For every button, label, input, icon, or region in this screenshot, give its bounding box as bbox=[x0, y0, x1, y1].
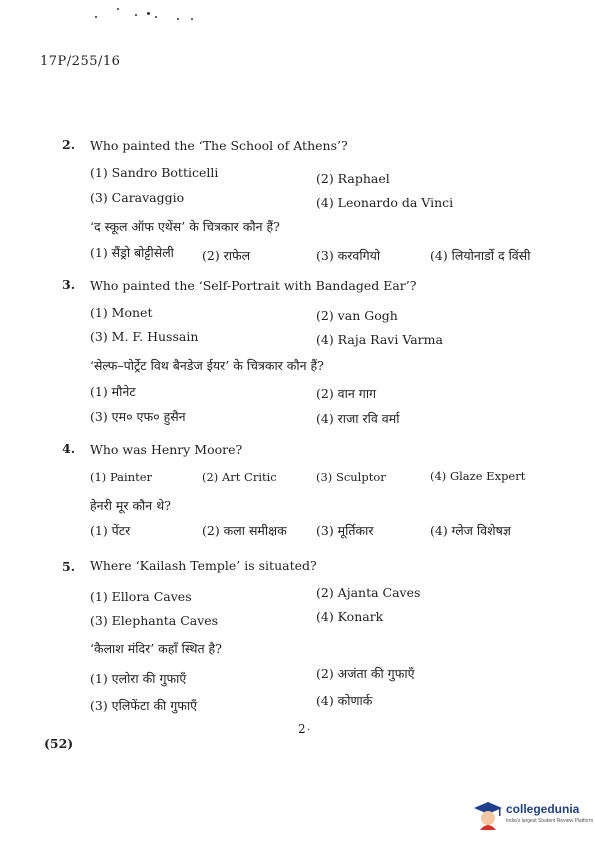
hindi-option-1: (1) एलोरा की गुफाएँ bbox=[90, 671, 187, 686]
option-2: (2) Raphael bbox=[316, 171, 390, 186]
scan-dot: . bbox=[307, 722, 311, 733]
hindi-option-2: (2) वान गाग bbox=[316, 386, 377, 401]
graduate-icon bbox=[472, 800, 504, 830]
option-1: (1) Monet bbox=[90, 305, 153, 320]
logo-name: collegedunia bbox=[506, 802, 580, 816]
hindi-option-4: (4) लियोनार्डो द विंसी bbox=[430, 248, 531, 263]
option-1: (1) Painter bbox=[90, 470, 153, 484]
option-4: (4) Glaze Expert bbox=[430, 469, 526, 483]
hindi-option-4: (4) कोणार्क bbox=[316, 693, 373, 708]
question-text: Who painted the ‘Self-Portrait with Bandaged Ear’? bbox=[90, 278, 417, 293]
option-3: (3) Sculptor bbox=[316, 470, 386, 484]
option-4: (4) Raja Ravi Varma bbox=[316, 332, 443, 347]
hindi-option-1: (1) मौनेट bbox=[90, 384, 136, 399]
hindi-option-3: (3) एलिफेंटा की गुफाएँ bbox=[90, 698, 198, 713]
option-3: (3) Caravaggio bbox=[90, 190, 185, 205]
hindi-option-3: (3) मूर्तिकार bbox=[316, 523, 374, 538]
hindi-option-3: (3) करवगियो bbox=[316, 248, 381, 263]
hindi-question-text: ‘सेल्फ–पोर्ट्रेट विथ बैनडेज ईयर’ के चित्रकार कौन हैं? bbox=[90, 358, 324, 373]
option-3: (3) M. F. Hussain bbox=[90, 329, 199, 344]
question-number: 2. bbox=[62, 137, 76, 152]
page-number: 2 bbox=[298, 722, 306, 736]
question-number: 5. bbox=[62, 559, 76, 574]
question-text: Where ‘Kailash Temple’ is situated? bbox=[90, 558, 317, 573]
hindi-option-4: (4) ग्लेज विशेषज्ञ bbox=[430, 523, 511, 538]
hindi-option-2: (2) अजंता की गुफाएँ bbox=[316, 666, 415, 681]
option-4: (4) Konark bbox=[316, 609, 384, 624]
option-4: (4) Leonardo da Vinci bbox=[316, 195, 454, 210]
hindi-question-text: ‘कैलाश मंदिर’ कहाँ स्थित है? bbox=[90, 641, 222, 656]
hindi-option-2: (2) राफेल bbox=[202, 248, 251, 263]
option-1: (1) Ellora Caves bbox=[90, 589, 192, 604]
question-number: 3. bbox=[62, 277, 76, 292]
option-1: (1) Sandro Botticelli bbox=[90, 165, 219, 180]
hindi-question-text: ‘द स्कूल ऑफ एथेंस’ के चित्रकार कौन हैं? bbox=[90, 219, 280, 234]
paper-code: 17P/255/16 bbox=[40, 54, 121, 69]
question-number: 4. bbox=[62, 441, 76, 456]
question-text: Who painted the ‘The School of Athens’? bbox=[90, 138, 348, 153]
hindi-option-4: (4) राजा रवि वर्मा bbox=[316, 411, 400, 426]
hindi-question-text: हेनरी मूर कौन थे? bbox=[90, 498, 171, 513]
scan-specks bbox=[95, 2, 205, 24]
hindi-option-1: (1) सैंड्रो बोट्टीसेली bbox=[90, 245, 174, 260]
hindi-option-1: (1) पेंटर bbox=[90, 523, 131, 538]
hindi-option-2: (2) कला समीक्षक bbox=[202, 523, 287, 538]
footer-code: (52) bbox=[44, 736, 74, 751]
collegedunia-logo bbox=[470, 798, 594, 842]
option-2: (2) Art Critic bbox=[202, 470, 277, 484]
option-2: (2) van Gogh bbox=[316, 308, 398, 323]
option-2: (2) Ajanta Caves bbox=[316, 585, 421, 600]
option-3: (3) Elephanta Caves bbox=[90, 613, 219, 628]
hindi-option-3: (3) एम० एफ० हुसैन bbox=[90, 409, 186, 424]
question-text: Who was Henry Moore? bbox=[90, 442, 243, 457]
logo-tagline: India's largest Student Review Platform bbox=[506, 818, 594, 824]
